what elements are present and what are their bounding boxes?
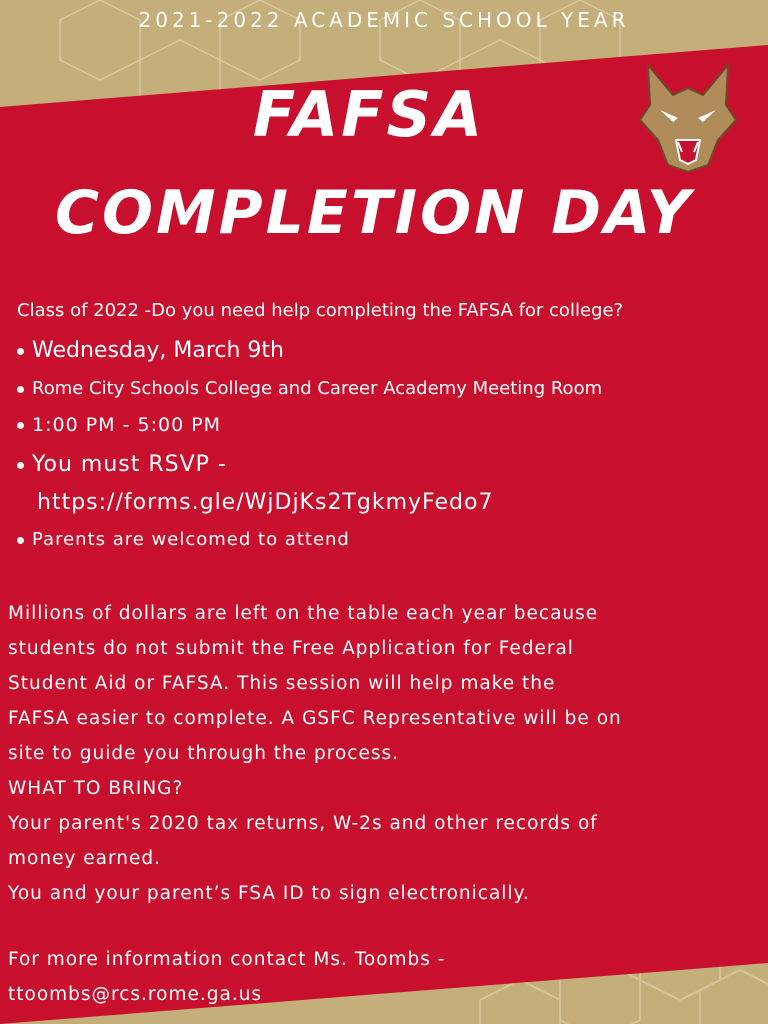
what-to-bring-heading: WHAT TO BRING?: [8, 778, 184, 799]
location-text: Rome City Schools College and Career Academy Meeting Room: [32, 378, 603, 399]
bullet-dot-icon: [17, 386, 24, 393]
contact-line: For more information contact Ms. Toombs -: [8, 949, 446, 970]
paragraph-line: money earned.: [8, 848, 162, 869]
bullet-dot-icon: [17, 462, 24, 469]
paragraph-line: Student Aid or FAFSA. This session will help make the: [8, 673, 556, 694]
paragraph-line: Millions of dollars are left on the table each year because: [8, 603, 599, 624]
parents-text: Parents are welcomed to attend: [32, 529, 350, 550]
intro-text: Class of 2022 -Do you need help completing the FAFSA for college?: [17, 300, 624, 321]
contact-info: [8, 942, 445, 1012]
paragraph-line: students do not submit the Free Application for Federal: [8, 638, 574, 659]
bullet-time: [17, 414, 221, 436]
bullet-date: [17, 338, 284, 363]
paragraph-line: You and your parent’s FSA ID to sign electronically.: [8, 883, 530, 904]
bullet-dot-icon: [17, 422, 24, 429]
contact-email[interactable]: ttoombs@rcs.rome.ga.us: [8, 984, 263, 1005]
paragraph-line: Your parent's 2020 tax returns, W-2s and other records of: [8, 813, 598, 834]
bullet-rsvp: [17, 452, 227, 477]
time-text: 1:00 PM - 5:00 PM: [32, 414, 222, 436]
rsvp-text: You must RSVP -: [32, 452, 227, 477]
date-text: Wednesday, March 9th: [32, 338, 284, 363]
school-year-banner: 2021-2022 ACADEMIC SCHOOL YEAR: [138, 8, 630, 32]
paragraph-line: FAFSA easier to complete. A GSFC Representative will be on: [8, 708, 622, 729]
rsvp-link[interactable]: https://forms.gle/WjDjKs2TgkmyFedo7: [37, 490, 494, 515]
bullet-parents: [17, 529, 350, 550]
title-line-2: COMPLETION DAY: [54, 178, 694, 248]
bullet-dot-icon: [17, 348, 24, 355]
title-line-1: FAFSA: [252, 78, 486, 151]
paragraph-line: site to guide you through the process.: [8, 743, 400, 764]
bullet-location: [17, 378, 602, 399]
description-paragraph: [8, 596, 748, 911]
bullet-dot-icon: [17, 537, 24, 544]
